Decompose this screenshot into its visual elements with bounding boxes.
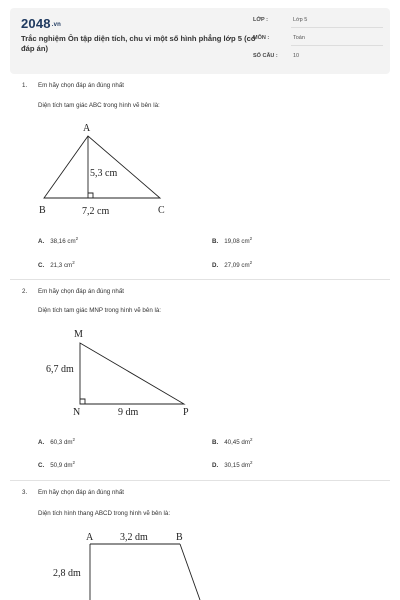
page-title: Trắc nghiệm Ôn tập diện tích, chu vi một số hình phẳng lớp 5 (có đáp án): [21, 34, 256, 53]
vertex-label: N: [73, 407, 81, 418]
question-number: 2.: [22, 288, 28, 295]
answer-option-b[interactable]: B. 19,08 $cm^2$: [212, 236, 253, 246]
meta-label: LỚP :: [253, 17, 268, 23]
question-instruction: Em hãy chọn đáp án đúng nhất: [38, 82, 125, 89]
triangle-abc-figure: [44, 136, 160, 198]
height-label: 2,8 dm: [53, 568, 81, 579]
meta-value: Toán: [293, 35, 305, 41]
question-instruction: Em hãy chọn đáp án đúng nhất: [38, 489, 125, 496]
triangle-mnp-figure: [80, 343, 184, 404]
top-label: 3,2 dm: [120, 532, 148, 543]
meta-value: 10: [293, 53, 300, 59]
vertex-label: C: [158, 205, 165, 216]
question-text: Diện tích tam giác MNP trong hình vẽ bên là:: [38, 307, 162, 314]
answer-option-d[interactable]: D. 27,09 $cm^2$: [212, 260, 253, 270]
question-divider: [10, 480, 390, 481]
height-label: 6,7 dm: [46, 364, 74, 375]
answer-option-a[interactable]: A. 60,3 $dm^2$: [38, 437, 76, 447]
question-number: 1.: [22, 82, 28, 89]
question-divider: [10, 279, 390, 280]
base-label: 9 dm: [118, 407, 139, 418]
question-text: Diện tích hình thang ABCD trong hình vẽ bên là:: [38, 510, 171, 517]
answer-option-a[interactable]: A. 38,16 $cm^2$: [38, 236, 79, 246]
meta-label: SỐ CÂU :: [253, 53, 278, 59]
meta-value: Lớp 5: [293, 17, 308, 23]
answer-option-b[interactable]: B. 40,45 $dm^2$: [212, 437, 253, 447]
site-logo[interactable]: 2048.vn: [21, 16, 62, 31]
vertex-label: A: [83, 123, 91, 134]
vertex-label: B: [39, 205, 46, 216]
answer-option-c[interactable]: C. 50,9 $dm^2$: [38, 460, 76, 470]
height-label: 5,3 cm: [90, 168, 118, 179]
trapezoid-abcd-figure: [90, 544, 200, 600]
vertex-label: M: [74, 329, 83, 340]
vertex-label: A: [86, 532, 94, 543]
question-instruction: Em hãy chọn đáp án đúng nhất: [38, 288, 125, 295]
vertex-label: B: [176, 532, 183, 543]
meta-label: MÔN :: [253, 35, 270, 41]
answer-option-d[interactable]: D. 30,15 $dm^2$: [212, 460, 253, 470]
answer-option-c[interactable]: C. 21,3 $cm^2$: [38, 260, 75, 270]
question-number: 3.: [22, 489, 28, 496]
base-label: 7,2 cm: [82, 206, 110, 217]
vertex-label: P: [183, 407, 189, 418]
question-text: Diện tích tam giác ABC trong hình vẽ bên là:: [38, 102, 160, 109]
